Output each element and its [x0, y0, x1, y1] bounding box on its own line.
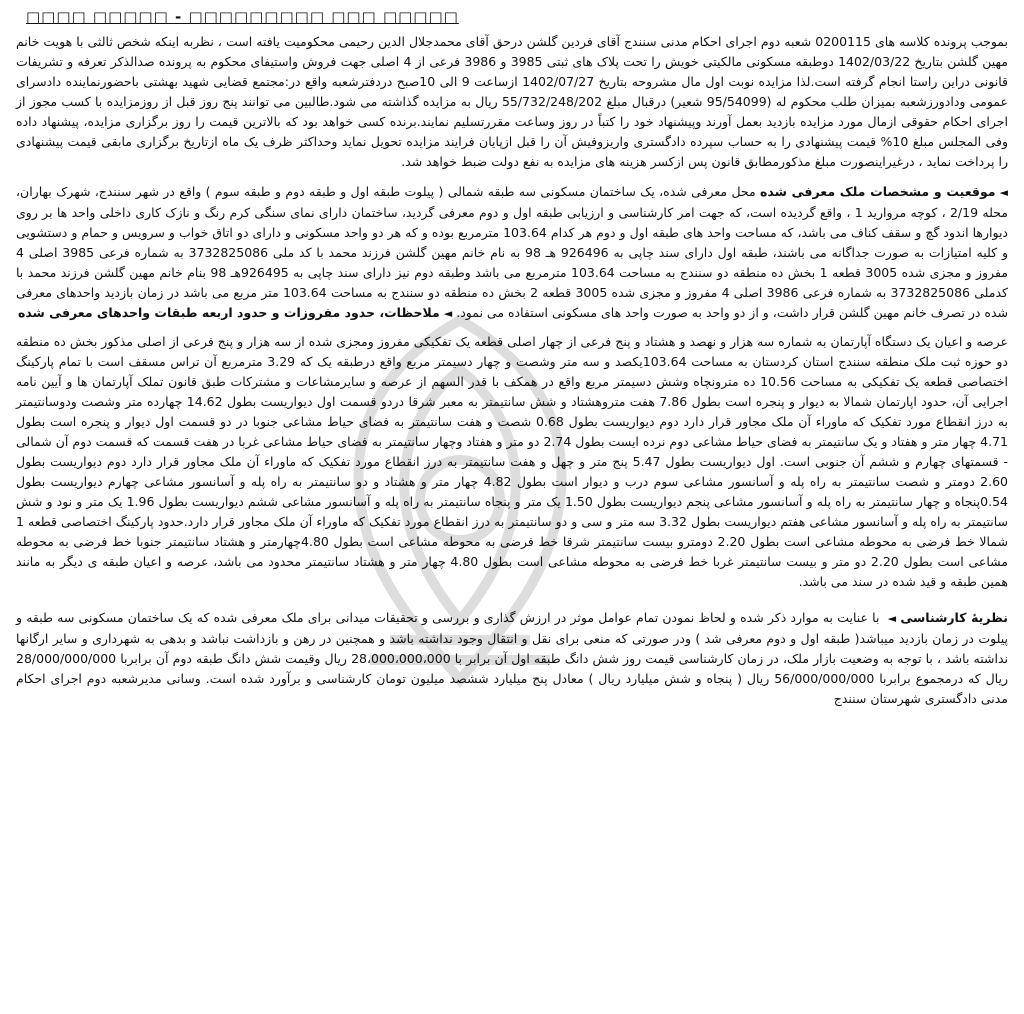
section-marker: ◄: [887, 612, 897, 625]
section-title-expert-opinion: نظریۀ کارشناسی: [900, 610, 1008, 625]
page-title: □□□□ □□□□□ - □□□□□□□□□ □□□ □□□□□: [26, 8, 459, 26]
paragraph-expert-opinion: [16, 608, 1008, 709]
section-marker: ◄: [443, 307, 453, 320]
paragraph-expert-opinion-text: با عنایت به موارد ذکر شده و لحاظ نمودن تمام عوامل موثر در ارزش گذاری و بررسی و تحقیقات میدانی برای ملک معرفی شده که یک ساختمان مسکونی سه طبقه و پیلوت در زمان بازدید میباشد( طبقه اول و دوم معرفی شد ) ودر صورتی که منعی برای نقل و انتقال وجود نداشته باشد و همچنین در رهن و بازداشت نباشد و بدهی به شهرداری و سایر ارگانها نداشته باشد ، با توجه به وضعیت بازار ملک، در زمان کارشناسی قیمت روز شش دانگ طبقه اول آن برابر با 28،000،000،000 ریال وقیمت شش دانگ طبقه دوم آن برابربا 28/000/000/000 ریال که درمجموع برابربا 56/000/000/000 ریال ( پنجاه و شش میلیارد ریال ) معادل پنج میلیارد ششصد میلیون تومان کارشناسی و برآورد شده است. وسانی مدیرشعبه دوم اجرای احکام مدنی دادگستری شهرستان سنندج: [16, 610, 1008, 706]
paragraph-boundaries: عرصه و اعیان یک دستگاه آپارتمان به شماره سه هزار و نهصد و هشتاد و پنج فرعی از چهار اصلی قطعه یک تفکیکی مفروز ومجزی شده از سه هزار و پنج فرعی از اصلی مذکور بخش ده منطقه دو حوزه ثبت ملک منطقه سنندج استان کردستان به مساحت 103.64یکصد و سه متر وشصت و چهار دسیمتر مربع واقع درطبقه یک که 3.29 مترمربع آن تراس مسقف است با تمام پارکینگ اختصاصی قطعه یک تفکیکی به مساحت 10.56 ده مترونچاه وشش دسیمتر مربع واقع در همکف با قدر السهم از عرصه و سایرمشاعات و مشترکات طبق قانون تملک آپارتمان ها و آیین نامه اجرایی آن، حدود اپارتمان شمالا به دیوار و پنجره است بطول 7.86 هفت متروهشتاد و شش سانتیمتر به معبر شرقا دردو قسمت اول دیواریست بطول 14.62 چهارده متر وشصت ودوسانتیمتر به درز انقطاع مورد تفکیک که ماوراء آن ملک مجاور قرار دارد دوم دیواریست بطول 0.68 شصت و هفت سانتیمتر به فضای حیاط مشاعی جنوبا در دو قسمت اول دیوار و پنجره است بطول 4.71 چهار متر و هفتاد و یک سانتیمتر به فضای حیاط مشاعی دوم نرده ایست بطول 2.74 دو متر و هفتاد وچهار سانتیمتر به فضای حیاط مشاعی غربا در هفت قسمت که قسمت دوم آن شمالی - قسمتهای چهارم و ششم آن جنوبی است. اول دیواریست بطول 5.47 پنج متر و چهل و هفت سانتیمتر به درز انقطاع مورد تفکیک که ماوراء آن ملک مجاور قرار دارد دوم دیواریست بطول 2.60 دومتر و شصت سانتیمتر به راه پله و آسانسور مشاعی سوم درب و دیوار است بطول 4.82 چهار متر و هشتاد و دو سانتیمتر به راه پله و آسانسور مشاعی چهارم دیواریست بطول 0.54پنجاه و چهار سانتیمتر به راه پله و آسانسور مشاعی پنجم دیواریست بطول 1.50 یک متر و پنجاه سانتیمتر به راه پله و آسانسور مشاعی ششم دیواریست بطول 1.96 یک متر و نود و شش سانتیمتر به راه پله و آسانسور مشاعی هفتم دیواریست بطول 3.32 سه متر و سی و دو سانتیمتر به درز انقطاع مورد تفکیک که ماوراء آن ملک مجاور قرار دارد.حدود پارکینگ اختصاصی قطعه 1 شمالا خط فرضی به محوطه مشاعی است بطول 2.20 دومترو بیست سانتیمتر شرقا خط فرضی به محوطه مشاعی است بطول 4.80چهارمتر و هشتاد سانتیمتر جنوبا خط فرضی به محوطه مشاعی است بطول 2.20 دو متر و بیست سانتیمتر غربا خط فرضی به محوطه مشاعی است بطول 4.80 چهار متر و هشتاد سانتیمتر محدود می باشد، عرصه و اعیان طبقه ی دیگر به مانند همین طبقه و قید شده در سند می باشد.: [16, 334, 1009, 589]
section-title-location: موقعیت و مشخصات ملک معرفی شده: [760, 184, 996, 199]
paragraph-property-location-text: محل معرفی شده، یک ساختمان مسکونی سه طبقه شمالی ( پیلوت طبقه اول و طبقه دوم و طبقه سوم ) واقع در شهر سنندج، شهرک بهاران، محله 2/19 ، کوچه مروارید 1 ، واقع گردیده است، که جهت امر کارشناسی و ارزیابی طبقه اول و دوم معرفی گردید، ساختمان دارای نمای سنگی کرم رنگ و نازک کاری داخلی واحد ها بر روی دیوارها اندود گچ و سقف کناف می باشد، که مساحت واحد های طبقه اول و دوم هر کدام 103.64 مترمربع بوده و که هر دو واحد مسکونی و دارای دو اتاق خواب و سرویس و حمام و دستشویی و کلیه امتیازات به صورت جداگانه می باشند، طبقه اول دارای سند چاپی به 926496 هـ 98 به نام خانم مهین گلشن فرزند محمد با کد ملی 3732825086 به شماره فرعی 3985 اصلی 4 مفروز و مجزی شده 3005 قطعه 1 بخش ده منطقه دو سنندج به مساحت 103.64 مترمربع می باشد وطبقه دوم نیز دارای سند چاپی به 926495هـ 98 بنام خانم مهین گلشن فرزند محمد با کدملی 3732825086 به شماره فرعی 3986 اصلی 4 مفروز و مجزی شده 3005 قطعه 2 بخش ده منطقه دو سنندج به مساحت 103.64 متر مربع می باشد در زمان بازدید واحدهای معرفی شده در تصرف خانم مهین گلشن قرار داشت، و از دو واحد به صورت واحد های مسکونی استفاده می نمود.: [16, 184, 1009, 320]
section-title-boundaries: ملاحظات، حدود مفروزات و حدود اربعه طبقات واحدهای معرفی شده: [17, 305, 440, 320]
paragraph-auction-terms: بموجب پرونده کلاسه های 0200115 شعبه دوم اجرای احکام مدنی سنندج آقای فردین گلشن درحق آقای محمدجلال الدین رحیمی محکومیت یافته است ، نظربه اینکه شخص ثالثی با هویت خانم مهین گلشن بتاریخ 1402/03/22 دوطبقه مسکونی مالکیتی خویش را تحت پلاک های ثبتی 3985 و 3986 فرعی از 4 اصلی جهت فروش واستیفای محکوم به پرونده صدالذکر تعرفه و تشریفات قانونی دراین راستا انجام گرفته است.لذا مزایده نوبت اول مال مشروحه بتاریخ 1402/07/27 ازساعت 9 الی 10صبح دردفترشعبه واقع در:مجتمع قضایی شهید بهشتی باحضورنماینده دادسرای عمومی ودادورزشعبه بمیزان طلب محکوم له (95/54099 شعیر) درقبال مبلغ 55/732/248/202 ریال به مزایده گذاشته می شود.طالبین می توانند پنج روز قبل از روزمزایده با کسب مجوز از اجرای احکام حقوقی ازمال مورد مزایده بازدید بعمل آورند وپیشنهاد خود را کتباً در روز وساعت مقررتسلیم نمایند.برنده کسی خواهد بود که بالاترین قیمت را روز برگزاری مزایده، پیشنهاد داده وفی المجلس مبلغ 10% قیمت پیشنهادی را به حساب سپرده دادگستری واریزوفیش آن را قبل ازپایان فرایند مزایده تحویل نماید وحداکثر ظرف یک ماه ازتاریخ برگزاری مابقی قیمت پیشنهادی را پرداخت نماید ، درغیراینصورت مبلغ مذکورمطابق قانون پس ازکسر هزینه های مزایده به نفع دولت ضبط خواهد شد.: [16, 34, 1009, 169]
section-marker: ◄: [999, 186, 1008, 199]
paragraph-property-location: [16, 182, 1008, 324]
notice-body: [16, 32, 1008, 709]
